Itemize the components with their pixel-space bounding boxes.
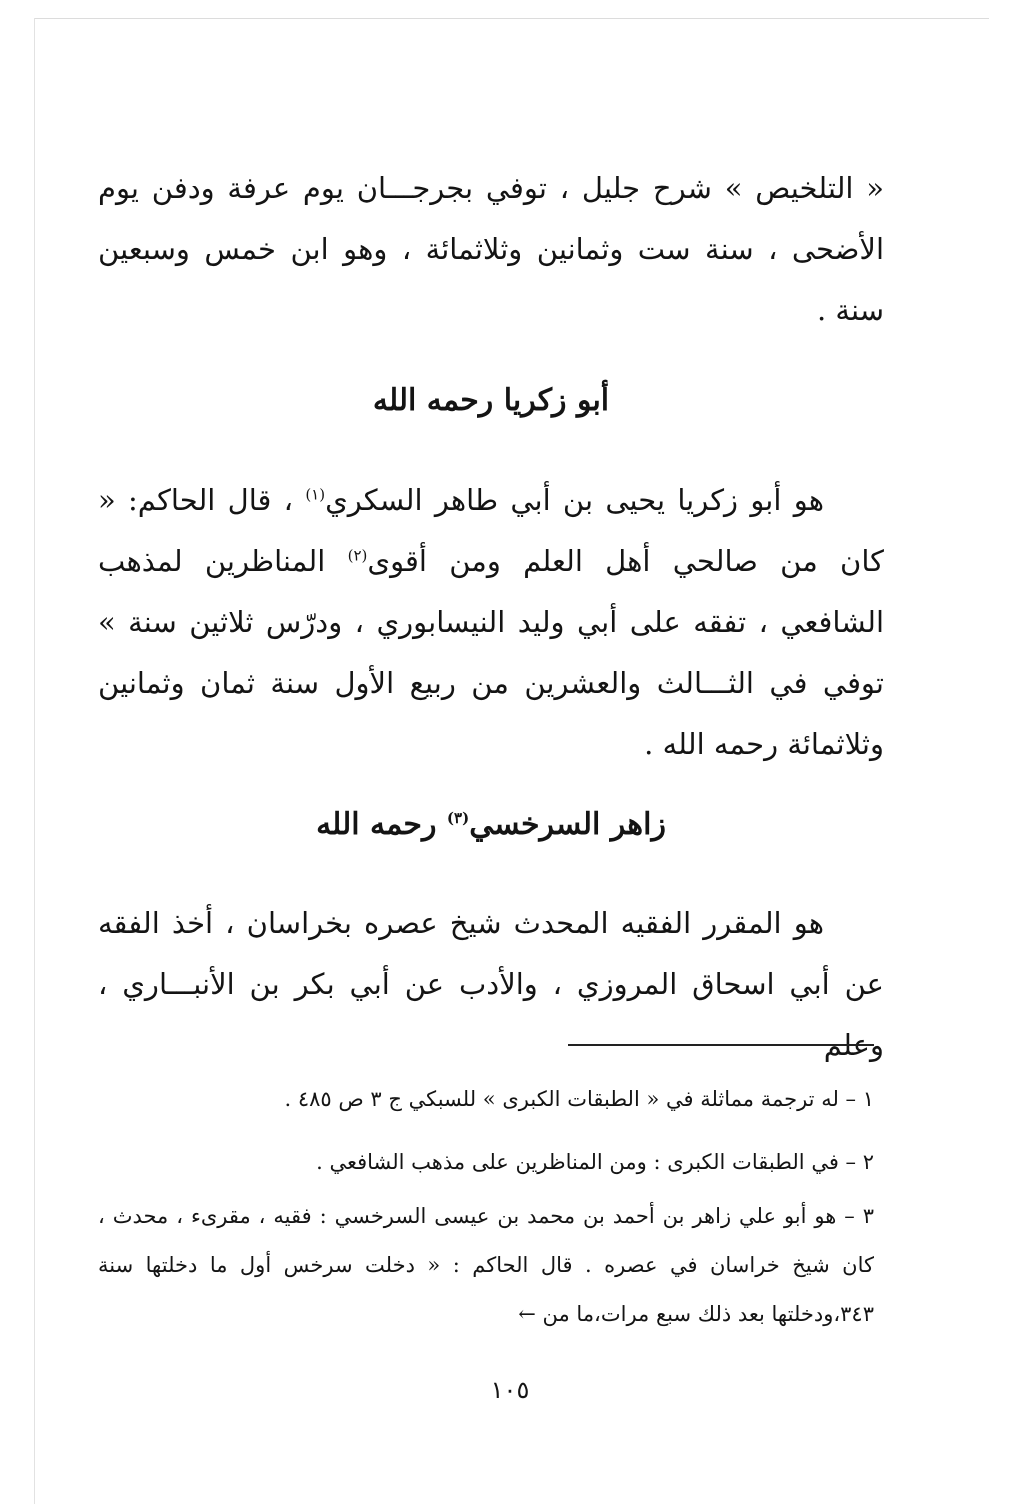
paragraph-text: هو أبو زكريا يحيى بن أبي طاهر السكري [325, 483, 824, 517]
footnote-ref-1: (١) [305, 485, 326, 504]
page-number: ١٠٥ [490, 1376, 530, 1404]
heading-text: رحمه الله [316, 807, 447, 842]
page-edge-left [34, 18, 35, 1504]
paragraph-abu-zakariya [98, 470, 884, 775]
footnote-ref-3: (٣) [446, 809, 470, 827]
paragraph-continuation: « التلخيص » شرح جليل ، توفي بجرجـــان يوم عرفة ودفن يوم الأضحى ، سنة ست وثمانين وثلاثمائة ، وهو ابن خمس وسبعين سنة . [98, 171, 884, 327]
section-heading-abu-zakariya: أبو زكريا رحمه الله [372, 383, 610, 418]
paragraph-text: المناظرين لمذهب الشافعي ، تفقه على أبي وليد النيسابوري ، ودرّس ثلاثين سنة » توفي في الثـــالث والعشرين من ربيع الأول سنة ثمان وثمانين وثلاثمائة رحمه الله . [98, 544, 884, 761]
footnote-2: ٢ – في الطبقات الكبرى : ومن المناظرين على مذهب الشافعي . [316, 1150, 874, 1174]
paragraph-text: ، قال الحاكم: « كان من صالحي أهل العلم ومن أقوى [98, 483, 884, 578]
footnote-1: ١ – له ترجمة مماثلة في « الطبقات الكبرى » للسبكي ج ٣ ص ٤٨٥ . [284, 1087, 874, 1111]
footnote-separator [568, 1044, 874, 1046]
footnote-3: ٣ – هو أبو علي زاهر بن أحمد بن محمد بن عيسى السرخسي : فقيه ، مقرىء ، محدث ، كان شيخ خراسان في عصره . قال الحاكم : « دخلت سرخس أول ما دخلتها سنة ٣٤٣،ودخلتها بعد ذلك سبع مرات،ما من ← [98, 1204, 874, 1326]
paragraph-zahir-sarakhsi: هو المقرر الفقيه المحدث شيخ عصره بخراسان ، أخذ الفقه عن أبي اسحاق المروزي ، والأدب عن أبي بكر بن الأنبـــاري ، وعلم [98, 906, 884, 1062]
heading-text: زاهر السرخسي [469, 807, 666, 842]
section-heading-zahir-sarakhsi [98, 800, 884, 850]
page-edge-top [34, 18, 989, 19]
footnote-ref-2: (٢) [347, 546, 368, 565]
